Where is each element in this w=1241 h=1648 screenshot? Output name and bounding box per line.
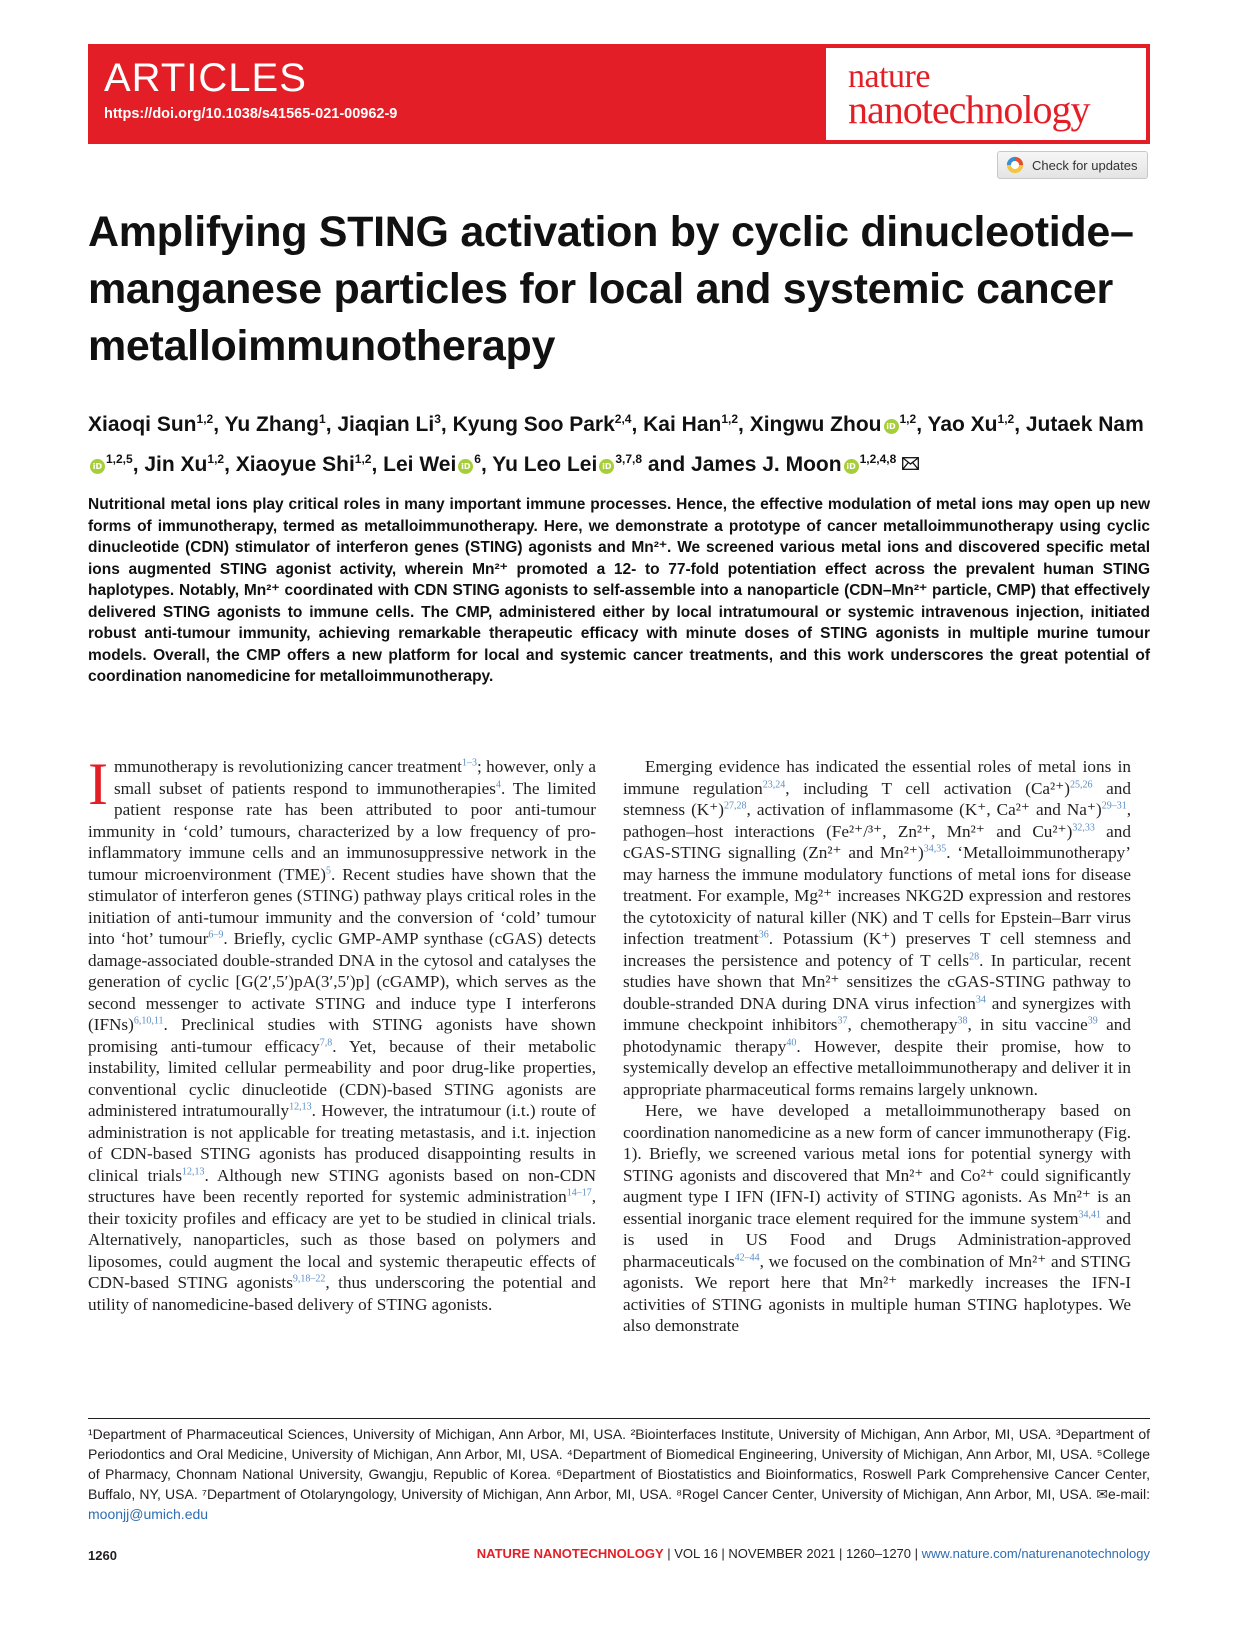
citation-ref[interactable]: 34,41 <box>1078 1208 1101 1220</box>
article-title: Amplifying STING activation by cyclic dinucleotide–manganese particles for local and systemic cancer metalloimmunotherapy <box>88 208 1134 370</box>
author-affiliation: 1,2 <box>997 412 1015 426</box>
check-for-updates-button[interactable] <box>997 151 1148 179</box>
body-paragraph: Here, we have developed a metalloimmunotherapy based on coordination nanomedicine as a new form of cancer immunotherapy (Fig. 1). Briefly, we screened various metal ions for potential synergy with STING agonists and discovered that Mn²⁺ and Co²⁺ could significantly augment type I IFN (IFN-I) activity of STING agonists. As Mn²⁺ is an essential inorganic trace element required for the immune system$^{34,41}$ and is used in US Food and Drugs Administration-approved pharmaceuticals$^{42-44}$, we focused on the combination of Mn²⁺ and STING agonists. We report here that Mn²⁺ markedly increases the IFN-I activities of STING agonists in multiple human STING haplotypes. We also demonstrate <box>623 1101 1131 1335</box>
email-link[interactable]: moonjj@umich.edu <box>88 1506 209 1522</box>
citation-ref[interactable]: 1–3 <box>461 757 477 769</box>
citation-ref[interactable]: 32,33 <box>1072 821 1095 833</box>
citation-ref[interactable]: 39 <box>1087 1015 1098 1027</box>
author-name[interactable]: Lei Wei <box>383 453 457 476</box>
citation-ref[interactable]: 4 <box>495 778 501 790</box>
banner-left <box>104 56 397 122</box>
author-name[interactable]: Xiaoyue Shi <box>235 453 355 476</box>
footer-url[interactable]: www.nature.com/naturenanotechnology <box>921 1546 1150 1561</box>
citation-ref[interactable]: 25,26 <box>1070 778 1093 790</box>
author-affiliation: 1,2 <box>196 412 214 426</box>
citation-ref[interactable]: 12,13 <box>182 1165 205 1177</box>
author-affiliation: 3,7,8 <box>615 452 643 466</box>
check-updates-icon <box>1006 156 1024 174</box>
footnote-divider <box>88 1418 1150 1419</box>
author-name[interactable]: Jin Xu <box>144 453 208 476</box>
orcid-icon[interactable]: iD <box>90 459 105 474</box>
author-affiliation: 6 <box>474 452 481 466</box>
citation-ref[interactable]: 34,35 <box>923 843 947 855</box>
body-column-left <box>88 751 597 1315</box>
orcid-icon[interactable]: iD <box>599 459 614 474</box>
citation-ref[interactable]: 5 <box>326 864 332 876</box>
author-name[interactable]: Kai Han <box>643 413 722 436</box>
author-name[interactable]: Kyung Soo Park <box>452 413 615 436</box>
footer-citation <box>477 1546 1150 1561</box>
citation-ref[interactable]: 6–9 <box>208 929 224 941</box>
check-updates-label: Check for updates <box>1032 157 1138 173</box>
author-affiliation: 1,2 <box>721 412 739 426</box>
footer-details: | VOL 16 | NOVEMBER 2021 | 1260–1270 | <box>663 1546 922 1561</box>
page-number: 1260 <box>88 1548 117 1563</box>
citation-ref[interactable]: 29–31 <box>1101 800 1127 812</box>
orcid-icon[interactable]: iD <box>458 459 473 474</box>
author-name[interactable]: Yu Leo Lei <box>492 453 598 476</box>
citation-ref[interactable]: 23,24 <box>762 778 786 790</box>
doi-link[interactable]: https://doi.org/10.1038/s41565-021-00962-9 <box>104 106 398 122</box>
citation-ref[interactable]: 42–44 <box>734 1251 760 1263</box>
header-banner <box>88 44 1150 144</box>
author-affiliation: 1,2,5 <box>106 452 133 466</box>
author-affiliation: 1,2 <box>207 452 225 466</box>
abstract: Nutritional metal ions play critical roles in many important immune processes. Hence, the effective modulation of metal ions may open up new forms of immunotherapy, termed as metalloimmunotherapy. Here, we demonstrate a prototype of cancer metalloimmunotherapy using cyclic dinucleotide (CDN) stimulator of interferon genes (STING) agonists and Mn²⁺. We screened various metal ions and discovered specific metal ions augmented STING agonist activity, wherein Mn²⁺ promoted a 12- to 77-fold potentiation effect across the prevalent human STING haplotypes. Notably, Mn²⁺ coordinated with CDN STING agonists to self-assemble into a nanoparticle (CDN–Mn²⁺ particle, CMP) that effectively delivered STING agonists to immune cells. The CMP, administered either by local intratumoural or systemic intravenous injection, initiated robust anti-tumour immunity, achieving remarkable therapeutic efficacy with minute doses of STING agonists in multiple murine tumour models. Overall, the CMP offers a new platform for local and systemic cancer treatments, and this work underscores the great potential of coordination nanomedicine for metalloimmunotherapy. <box>88 496 1150 685</box>
author-name[interactable]: Jutaek Nam <box>1025 413 1144 436</box>
orcid-icon[interactable]: iD <box>844 459 859 474</box>
author-affiliation: 1,2 <box>899 412 917 426</box>
email-icon[interactable] <box>902 457 919 470</box>
body-paragraph: Immunotherapy is revolutionizing cancer treatment$^{1-3}$; however, only a small subset of patients respond to immunotherapies$^4$. The limited patient response rate has been attributed to poor anti-tumour immunity in ‘cold’ tumours, characterized by a low frequency of pro-inflammatory immune cells and an immunosuppressive network in the tumour microenvironment (TME)$^5$. Recent studies have shown that the stimulator of interferon genes (STING) pathway plays critical roles in the initiation of anti-tumour immunity and the conversion of ‘cold’ tumour into ‘hot’ tumour$^{6-9}$. Briefly, cyclic GMP-AMP synthase (cGAS) detects damage-associated double-stranded DNA in the cytosol and catalyses the generation of cyclic [G(2′,5′)pA(3′,5′)p] (cGAMP), which serves as the second messenger to activate STING and induce type I interferons (IFNs)$^{6,10,11}$. Preclinical studies with STING agonists have shown promising anti-tumour efficacy$^{7,8}$. Yet, because of their metabolic instability, limited cellular permeability and poor drug-like properties, conventional cyclic dinucleotide (CDN)-based STING agonists are administered intratumourally$^{12,13}$. However, the intratumour (i.t.) route of administration is not applicable for treating metastasis, and i.t. injection of CDN-based STING agonists has produced disappointing results in clinical trials$^{12,13}$. Although new STING agonists based on non-CDN structures have been recently reported for systemic administration$^{14-17}$, their toxicity profiles and efficacy are yet to be studied in clinical trials. Alternatively, nanoparticles, such as those based on polymers and liposomes, could augment the local and systemic therapeutic effects of CDN-based STING agonists$^{9,18-22}$, thus underscoring the potential and utility of nanomedicine-based delivery of STING agonists. <box>88 751 597 1314</box>
author-affiliation: 3 <box>434 412 441 426</box>
affiliations-text: ¹Department of Pharmaceutical Sciences, University of Michigan, Ann Arbor, MI, USA. ²Biointerfaces Institute, University of Michigan, Ann Arbor, MI, USA. ³Department of Periodontics and Oral Medicine, University of Michigan, Ann Arbor, MI, USA. ⁴Department of Biomedical Engineering, University of Michigan, Ann Arbor, MI, USA. ⁵College of Pharmacy, Chonnam National University, Gwangju, Republic of Korea. ⁶Department of Biostatistics and Bioinformatics, Roswell Park Comprehensive Cancer Center, Buffalo, NY, USA. ⁷Department of Otolaryngology, University of Michigan, Ann Arbor, MI, USA. ⁸Rogel Cancer Center, University of Michigan, Ann Arbor, MI, USA. ✉e-mail: <box>88 1426 1150 1502</box>
citation-ref[interactable]: 12,13 <box>289 1101 312 1113</box>
author-affiliation: 1,2 <box>354 452 372 466</box>
author-name[interactable]: Yao Xu <box>927 413 998 436</box>
citation-ref[interactable]: 9,18–22 <box>292 1273 326 1285</box>
citation-ref[interactable]: 36 <box>758 929 769 941</box>
author-affiliation: 1,2,4,8 <box>859 452 897 466</box>
body-paragraph: Emerging evidence has indicated the essential roles of metal ions in immune regulation$^{23,24}$, including T cell activation $(Ca^{2+})^{25,26}$ and stemness $(K^+)^{27,28}$, activation of inflammasome (K⁺, Ca²⁺ and Na⁺)$^{29-31}$, pathogen–host interactions (Fe²⁺/³⁺, Zn²⁺, Mn²⁺ and Cu²⁺)$^{32,33}$ and cGAS-STING signalling (Zn²⁺ and Mn²⁺)$^{34,35}$. ‘Metalloimmunotherapy’ may harness the immune modulatory functions of metal ions for disease treatment. For example, Mg²⁺ increases NKG2D expression and restores the cytotoxicity of natural killer (NK) and T cells for Epstein–Barr virus infection treatment$^{36}$. Potassium (K⁺) preserves T cell stemness and increases the persistence and potency of T cells$^{28}$. In particular, recent studies have shown that Mn²⁺ sensitizes the cGAS-STING pathway to double-stranded DNA during DNA virus infection$^{34}$ and synergizes with immune checkpoint inhibitors$^{37}$, chemotherapy$^{38}$, in situ vaccine$^{39}$ and photodynamic therapy$^{40}$. However, despite their promise, how to systemically develop an effective metalloimmunotherapy and deliver it in appropriate pharmaceutical forms remains largely unknown. <box>623 757 1131 1099</box>
body-column-right <box>623 756 1131 1337</box>
author-name[interactable]: James J. Moon <box>691 453 842 476</box>
author-affiliation: 2,4 <box>614 412 632 426</box>
drop-cap: I <box>88 751 108 817</box>
section-label: ARTICLES <box>104 56 307 100</box>
citation-ref[interactable]: 37 <box>837 1015 848 1027</box>
orcid-icon[interactable]: iD <box>884 419 899 434</box>
author-name[interactable]: Xiaoqi Sun <box>88 413 197 436</box>
citation-ref[interactable]: 14–17 <box>566 1187 592 1199</box>
citation-ref[interactable]: 40 <box>786 1036 797 1048</box>
affiliations <box>88 1424 1150 1524</box>
author-name[interactable]: Yu Zhang <box>224 413 319 436</box>
citation-ref[interactable]: 38 <box>957 1015 968 1027</box>
author-affiliation: 1 <box>319 412 326 426</box>
journal-logo[interactable] <box>826 48 1146 140</box>
footer-journal: NATURE NANOTECHNOLOGY <box>476 1546 664 1561</box>
citation-ref[interactable]: 28 <box>969 950 980 962</box>
author-name[interactable]: Jiaqian Li <box>337 413 435 436</box>
citation-ref[interactable]: 7,8 <box>319 1036 333 1048</box>
citation-ref[interactable]: 34 <box>975 993 986 1005</box>
citation-ref[interactable]: 6,10,11 <box>133 1015 164 1027</box>
journal-logo-line1: nature <box>848 58 930 95</box>
citation-ref[interactable]: 27,28 <box>724 800 747 812</box>
author-and: and <box>642 453 692 476</box>
author-list: Xiaoqi Sun$^{1,2}$, Yu Zhang$^1$, Jiaqian Li$^3$, Kyung Soo Park$^{2,4}$, Kai Han$^{1,2}$, Xingwu Zhou iD$^{1,2}$, Yao Xu$^{1,2}$, Jutaek NamiD$^{1,2,5}$, Jin Xu$^{1,2}$, Xiaoyue Shi$^{1,2}$, Lei Wei $iD^6$, Yu Leo Lei iD$^{3,7,8}$ and James J. Moon iD$^{1,2,4,8}$ <box>88 412 1144 476</box>
journal-logo-line2: nanotechnology <box>848 87 1090 132</box>
author-name[interactable]: Xingwu Zhou <box>749 413 882 436</box>
